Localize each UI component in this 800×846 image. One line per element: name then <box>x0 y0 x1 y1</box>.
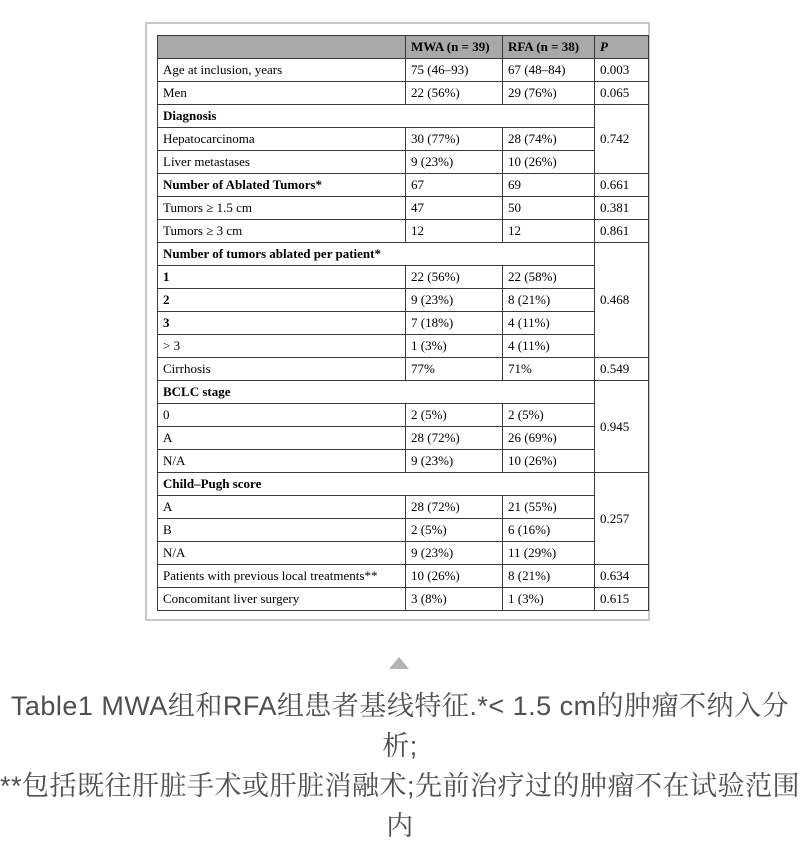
mwa-value-cell: 12 <box>406 220 503 243</box>
mwa-value-cell: 2 (5%) <box>406 519 503 542</box>
table-row <box>158 243 649 266</box>
caption-line-1: Table1 MWA组和RFA组患者基线特征.*< 1.5 cm的肿瘤不纳入分析; <box>10 691 790 761</box>
table-row <box>158 496 649 519</box>
row-label-cell: Men <box>158 82 406 105</box>
rfa-value-cell: 10 (26%) <box>503 450 595 473</box>
rfa-value-cell: 29 (76%) <box>503 82 595 105</box>
mwa-value-cell: 9 (23%) <box>406 542 503 565</box>
rfa-value-cell: 8 (21%) <box>503 565 595 588</box>
table-row <box>158 335 649 358</box>
row-label-cell: Liver metastases <box>158 151 406 174</box>
mwa-value-cell: 22 (56%) <box>406 82 503 105</box>
table-row <box>158 312 649 335</box>
mwa-value-cell: 9 (23%) <box>406 289 503 312</box>
p-value-cell: 0.742 <box>595 105 649 174</box>
row-label-cell: Cirrhosis <box>158 358 406 381</box>
table-row <box>158 82 649 105</box>
rfa-value-cell: 71% <box>503 358 595 381</box>
row-label-cell: Concomitant liver surgery <box>158 588 406 611</box>
table-row <box>158 220 649 243</box>
mwa-value-cell: 67 <box>406 174 503 197</box>
row-label-cell: Tumors ≥ 3 cm <box>158 220 406 243</box>
rfa-value-cell: 12 <box>503 220 595 243</box>
table-row <box>158 450 649 473</box>
table-row <box>158 565 649 588</box>
table-row <box>158 519 649 542</box>
row-label-cell: Number of Ablated Tumors* <box>158 174 406 197</box>
rfa-value-cell: 2 (5%) <box>503 404 595 427</box>
row-label-cell: 1 <box>158 266 406 289</box>
rfa-value-cell: 4 (11%) <box>503 335 595 358</box>
table-row <box>158 128 649 151</box>
p-value-cell: 0.615 <box>595 588 649 611</box>
mwa-value-cell: 3 (8%) <box>406 588 503 611</box>
rfa-value-cell: 28 (74%) <box>503 128 595 151</box>
table-row <box>158 381 649 404</box>
mwa-value-cell: 9 (23%) <box>406 450 503 473</box>
mwa-value-cell: 1 (3%) <box>406 335 503 358</box>
column-header-1: MWA (n = 39) <box>406 36 503 59</box>
table-row <box>158 542 649 565</box>
p-value-cell: 0.634 <box>595 565 649 588</box>
mwa-value-cell: 10 (26%) <box>406 565 503 588</box>
row-label-cell: 3 <box>158 312 406 335</box>
rfa-value-cell: 67 (48–84) <box>503 59 595 82</box>
table-row <box>158 289 649 312</box>
baseline-characteristics-table <box>157 35 649 611</box>
column-header-2: RFA (n = 38) <box>503 36 595 59</box>
row-label-cell: Age at inclusion, years <box>158 59 406 82</box>
row-label-cell: A <box>158 496 406 519</box>
table-row <box>158 358 649 381</box>
collapse-triangle-icon[interactable] <box>389 657 409 669</box>
table-row <box>158 174 649 197</box>
row-label-cell: > 3 <box>158 335 406 358</box>
table-figure <box>145 22 650 621</box>
p-value-cell: 0.003 <box>595 59 649 82</box>
p-value-cell: 0.661 <box>595 174 649 197</box>
rfa-value-cell: 8 (21%) <box>503 289 595 312</box>
p-value-cell: 0.861 <box>595 220 649 243</box>
row-label-cell: A <box>158 427 406 450</box>
section-label-cell: Child–Pugh score <box>158 473 595 496</box>
row-label-cell: N/A <box>158 450 406 473</box>
section-label-cell: BCLC stage <box>158 381 595 404</box>
rfa-value-cell: 26 (69%) <box>503 427 595 450</box>
table-row <box>158 473 649 496</box>
row-label-cell: 0 <box>158 404 406 427</box>
p-value-cell: 0.065 <box>595 82 649 105</box>
caption-line-2: **包括既往肝脏手术或肝脏消融术;先前治疗过的肿瘤不在试验范围内 <box>0 771 800 841</box>
mwa-value-cell: 9 (23%) <box>406 151 503 174</box>
table-row <box>158 105 649 128</box>
table-row <box>158 266 649 289</box>
p-value-cell: 0.381 <box>595 197 649 220</box>
rfa-value-cell: 50 <box>503 197 595 220</box>
table-row <box>158 404 649 427</box>
mwa-value-cell: 75 (46–93) <box>406 59 503 82</box>
p-value-cell: 0.468 <box>595 243 649 358</box>
rfa-value-cell: 11 (29%) <box>503 542 595 565</box>
column-header-3: P <box>595 36 649 59</box>
rfa-value-cell: 1 (3%) <box>503 588 595 611</box>
mwa-value-cell: 47 <box>406 197 503 220</box>
mwa-value-cell: 28 (72%) <box>406 496 503 519</box>
table-row <box>158 151 649 174</box>
column-header-0 <box>158 36 406 59</box>
rfa-value-cell: 22 (58%) <box>503 266 595 289</box>
table-row <box>158 59 649 82</box>
rfa-value-cell: 6 (16%) <box>503 519 595 542</box>
mwa-value-cell: 22 (56%) <box>406 266 503 289</box>
rfa-value-cell: 4 (11%) <box>503 312 595 335</box>
row-label-cell: Hepatocarcinoma <box>158 128 406 151</box>
rfa-value-cell: 10 (26%) <box>503 151 595 174</box>
mwa-value-cell: 2 (5%) <box>406 404 503 427</box>
rfa-value-cell: 69 <box>503 174 595 197</box>
p-value-cell: 0.257 <box>595 473 649 565</box>
section-label-cell: Number of tumors ablated per patient* <box>158 243 595 266</box>
p-value-cell: 0.549 <box>595 358 649 381</box>
table-row <box>158 197 649 220</box>
mwa-value-cell: 7 (18%) <box>406 312 503 335</box>
row-label-cell: Patients with previous local treatments** <box>158 565 406 588</box>
table-row <box>158 427 649 450</box>
section-label-cell: Diagnosis <box>158 105 595 128</box>
row-label-cell: N/A <box>158 542 406 565</box>
mwa-value-cell: 30 (77%) <box>406 128 503 151</box>
figure-caption <box>0 686 800 846</box>
row-label-cell: B <box>158 519 406 542</box>
mwa-value-cell: 77% <box>406 358 503 381</box>
table-row <box>158 588 649 611</box>
rfa-value-cell: 21 (55%) <box>503 496 595 519</box>
row-label-cell: Tumors ≥ 1.5 cm <box>158 197 406 220</box>
table-body <box>158 59 649 611</box>
mwa-value-cell: 28 (72%) <box>406 427 503 450</box>
row-label-cell: 2 <box>158 289 406 312</box>
p-value-cell: 0.945 <box>595 381 649 473</box>
table-header <box>158 36 649 59</box>
